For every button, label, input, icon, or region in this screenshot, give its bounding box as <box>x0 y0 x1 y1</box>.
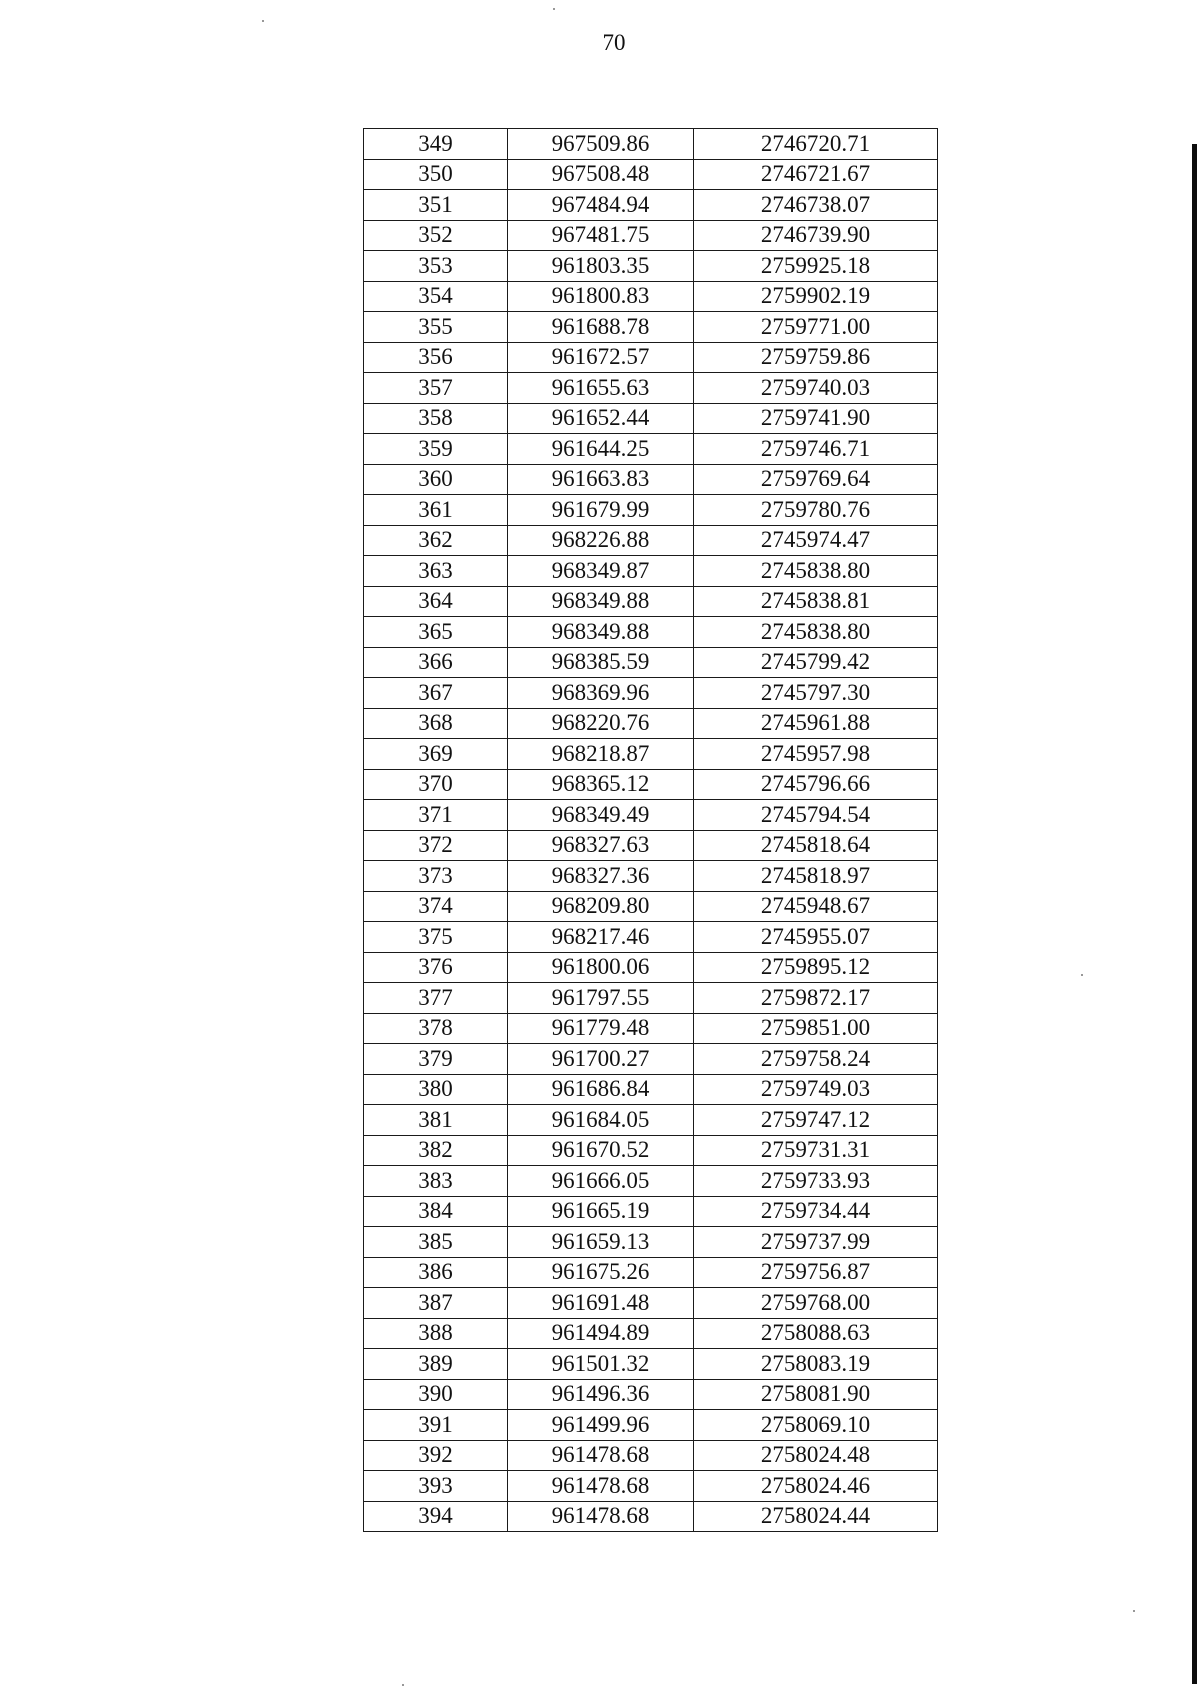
y-coordinate-cell: 2745955.07 <box>694 922 938 953</box>
table-row <box>364 190 938 221</box>
x-coordinate-cell: 961686.84 <box>508 1074 694 1105</box>
point-number-cell: 383 <box>364 1166 508 1197</box>
table-row <box>364 983 938 1014</box>
x-coordinate-cell: 961652.44 <box>508 403 694 434</box>
x-coordinate-cell: 968327.36 <box>508 861 694 892</box>
y-coordinate-cell: 2745818.97 <box>694 861 938 892</box>
x-coordinate-cell: 968369.96 <box>508 678 694 709</box>
point-number-cell: 389 <box>364 1349 508 1380</box>
y-coordinate-cell: 2759925.18 <box>694 251 938 282</box>
point-number-cell: 380 <box>364 1074 508 1105</box>
y-coordinate-cell: 2758069.10 <box>694 1410 938 1441</box>
table-row <box>364 739 938 770</box>
x-coordinate-cell: 968220.76 <box>508 708 694 739</box>
point-number-cell: 385 <box>364 1227 508 1258</box>
y-coordinate-cell: 2759851.00 <box>694 1013 938 1044</box>
x-coordinate-cell: 968327.63 <box>508 830 694 861</box>
point-number-cell: 393 <box>364 1471 508 1502</box>
y-coordinate-cell: 2759733.93 <box>694 1166 938 1197</box>
point-number-cell: 375 <box>364 922 508 953</box>
y-coordinate-cell: 2759737.99 <box>694 1227 938 1258</box>
page-number: 70 <box>602 30 626 55</box>
table-row <box>364 617 938 648</box>
point-number-cell: 384 <box>364 1196 508 1227</box>
y-coordinate-cell: 2759758.24 <box>694 1044 938 1075</box>
table-row <box>364 312 938 343</box>
point-number-cell: 362 <box>364 525 508 556</box>
y-coordinate-cell: 2745838.80 <box>694 556 938 587</box>
table-row <box>364 952 938 983</box>
x-coordinate-cell: 961684.05 <box>508 1105 694 1136</box>
table-row <box>364 861 938 892</box>
point-number-cell: 356 <box>364 342 508 373</box>
x-coordinate-cell: 961675.26 <box>508 1257 694 1288</box>
x-coordinate-cell: 961665.19 <box>508 1196 694 1227</box>
point-number-cell: 351 <box>364 190 508 221</box>
table-row <box>364 1257 938 1288</box>
point-number-cell: 394 <box>364 1501 508 1532</box>
point-number-cell: 370 <box>364 769 508 800</box>
y-coordinate-cell: 2759902.19 <box>694 281 938 312</box>
x-coordinate-cell: 967508.48 <box>508 159 694 190</box>
y-coordinate-cell: 2745948.67 <box>694 891 938 922</box>
table-row <box>364 678 938 709</box>
y-coordinate-cell: 2745797.30 <box>694 678 938 709</box>
y-coordinate-cell: 2745818.64 <box>694 830 938 861</box>
y-coordinate-cell: 2759756.87 <box>694 1257 938 1288</box>
x-coordinate-cell: 968349.87 <box>508 556 694 587</box>
table-row <box>364 464 938 495</box>
point-number-cell: 354 <box>364 281 508 312</box>
table-row <box>364 159 938 190</box>
table-row <box>364 586 938 617</box>
x-coordinate-cell: 961496.36 <box>508 1379 694 1410</box>
table-row <box>364 556 938 587</box>
y-coordinate-cell: 2746739.90 <box>694 220 938 251</box>
table-row <box>364 281 938 312</box>
table-row <box>364 1471 938 1502</box>
table-row <box>364 891 938 922</box>
y-coordinate-cell: 2759768.00 <box>694 1288 938 1319</box>
y-coordinate-cell: 2745799.42 <box>694 647 938 678</box>
table-row <box>364 251 938 282</box>
table-row <box>364 373 938 404</box>
point-number-cell: 378 <box>364 1013 508 1044</box>
y-coordinate-cell: 2758024.44 <box>694 1501 938 1532</box>
x-coordinate-cell: 968385.59 <box>508 647 694 678</box>
y-coordinate-cell: 2745838.81 <box>694 586 938 617</box>
x-coordinate-cell: 961679.99 <box>508 495 694 526</box>
table-row <box>364 1410 938 1441</box>
scan-speck <box>553 8 555 10</box>
x-coordinate-cell: 968209.80 <box>508 891 694 922</box>
point-number-cell: 357 <box>364 373 508 404</box>
point-number-cell: 374 <box>364 891 508 922</box>
x-coordinate-cell: 967481.75 <box>508 220 694 251</box>
x-coordinate-cell: 961644.25 <box>508 434 694 465</box>
table-row <box>364 1501 938 1532</box>
point-number-cell: 382 <box>364 1135 508 1166</box>
table-row <box>364 525 938 556</box>
y-coordinate-cell: 2758024.48 <box>694 1440 938 1471</box>
point-number-cell: 386 <box>364 1257 508 1288</box>
point-number-cell: 359 <box>364 434 508 465</box>
x-coordinate-cell: 961779.48 <box>508 1013 694 1044</box>
x-coordinate-cell: 961499.96 <box>508 1410 694 1441</box>
y-coordinate-cell: 2759771.00 <box>694 312 938 343</box>
scan-edge-bar <box>1192 144 1197 1684</box>
point-number-cell: 355 <box>364 312 508 343</box>
point-number-cell: 358 <box>364 403 508 434</box>
point-number-cell: 392 <box>364 1440 508 1471</box>
y-coordinate-cell: 2759895.12 <box>694 952 938 983</box>
x-coordinate-cell: 961700.27 <box>508 1044 694 1075</box>
point-number-cell: 350 <box>364 159 508 190</box>
y-coordinate-cell: 2759780.76 <box>694 495 938 526</box>
x-coordinate-cell: 961688.78 <box>508 312 694 343</box>
y-coordinate-cell: 2745974.47 <box>694 525 938 556</box>
point-number-cell: 366 <box>364 647 508 678</box>
x-coordinate-cell: 961501.32 <box>508 1349 694 1380</box>
x-coordinate-cell: 961659.13 <box>508 1227 694 1258</box>
table-row <box>364 342 938 373</box>
table-row <box>364 129 938 160</box>
x-coordinate-cell: 961800.06 <box>508 952 694 983</box>
x-coordinate-cell: 968218.87 <box>508 739 694 770</box>
x-coordinate-cell: 961478.68 <box>508 1501 694 1532</box>
y-coordinate-cell: 2746721.67 <box>694 159 938 190</box>
table-row <box>364 647 938 678</box>
table-row <box>364 1135 938 1166</box>
x-coordinate-cell: 961655.63 <box>508 373 694 404</box>
point-number-cell: 353 <box>364 251 508 282</box>
point-number-cell: 391 <box>364 1410 508 1441</box>
scan-speck <box>1133 1610 1135 1612</box>
table-row <box>364 1227 938 1258</box>
table-row <box>364 403 938 434</box>
point-number-cell: 372 <box>364 830 508 861</box>
table-row <box>364 769 938 800</box>
point-number-cell: 381 <box>364 1105 508 1136</box>
x-coordinate-cell: 961670.52 <box>508 1135 694 1166</box>
y-coordinate-cell: 2759872.17 <box>694 983 938 1014</box>
x-coordinate-cell: 968349.88 <box>508 586 694 617</box>
x-coordinate-cell: 967484.94 <box>508 190 694 221</box>
point-number-cell: 371 <box>364 800 508 831</box>
scan-speck <box>1081 974 1083 976</box>
point-number-cell: 379 <box>364 1044 508 1075</box>
y-coordinate-cell: 2745961.88 <box>694 708 938 739</box>
x-coordinate-cell: 968365.12 <box>508 769 694 800</box>
x-coordinate-cell: 967509.86 <box>508 129 694 160</box>
table-row <box>364 1440 938 1471</box>
table-row <box>364 1196 938 1227</box>
table-row <box>364 1349 938 1380</box>
table-row <box>364 1166 938 1197</box>
point-number-cell: 387 <box>364 1288 508 1319</box>
point-number-cell: 352 <box>364 220 508 251</box>
scan-speck <box>262 20 264 22</box>
table-row <box>364 830 938 861</box>
table-row <box>364 434 938 465</box>
y-coordinate-cell: 2745957.98 <box>694 739 938 770</box>
scan-speck <box>402 1684 404 1686</box>
point-number-cell: 363 <box>364 556 508 587</box>
y-coordinate-cell: 2759731.31 <box>694 1135 938 1166</box>
point-number-cell: 364 <box>364 586 508 617</box>
x-coordinate-cell: 961691.48 <box>508 1288 694 1319</box>
table-row <box>364 1318 938 1349</box>
y-coordinate-cell: 2758083.19 <box>694 1349 938 1380</box>
y-coordinate-cell: 2746720.71 <box>694 129 938 160</box>
x-coordinate-cell: 961666.05 <box>508 1166 694 1197</box>
y-coordinate-cell: 2758081.90 <box>694 1379 938 1410</box>
point-number-cell: 361 <box>364 495 508 526</box>
y-coordinate-cell: 2746738.07 <box>694 190 938 221</box>
point-number-cell: 349 <box>364 129 508 160</box>
x-coordinate-cell: 961494.89 <box>508 1318 694 1349</box>
x-coordinate-cell: 968226.88 <box>508 525 694 556</box>
y-coordinate-cell: 2759769.64 <box>694 464 938 495</box>
x-coordinate-cell: 968217.46 <box>508 922 694 953</box>
table-row <box>364 495 938 526</box>
x-coordinate-cell: 961800.83 <box>508 281 694 312</box>
x-coordinate-cell: 961478.68 <box>508 1440 694 1471</box>
coordinate-table-body <box>364 129 938 1532</box>
point-number-cell: 365 <box>364 617 508 648</box>
y-coordinate-cell: 2758024.46 <box>694 1471 938 1502</box>
table-row <box>364 1013 938 1044</box>
point-number-cell: 360 <box>364 464 508 495</box>
point-number-cell: 369 <box>364 739 508 770</box>
x-coordinate-cell: 961672.57 <box>508 342 694 373</box>
y-coordinate-cell: 2759741.90 <box>694 403 938 434</box>
y-coordinate-cell: 2759747.12 <box>694 1105 938 1136</box>
table-row <box>364 708 938 739</box>
x-coordinate-cell: 961797.55 <box>508 983 694 1014</box>
coordinate-table <box>363 128 938 1532</box>
table-row <box>364 220 938 251</box>
x-coordinate-cell: 968349.49 <box>508 800 694 831</box>
point-number-cell: 388 <box>364 1318 508 1349</box>
y-coordinate-cell: 2745838.80 <box>694 617 938 648</box>
table-row <box>364 922 938 953</box>
y-coordinate-cell: 2759749.03 <box>694 1074 938 1105</box>
table-row <box>364 800 938 831</box>
point-number-cell: 377 <box>364 983 508 1014</box>
y-coordinate-cell: 2759734.44 <box>694 1196 938 1227</box>
x-coordinate-cell: 961478.68 <box>508 1471 694 1502</box>
y-coordinate-cell: 2759759.86 <box>694 342 938 373</box>
x-coordinate-cell: 961803.35 <box>508 251 694 282</box>
table-row <box>364 1074 938 1105</box>
y-coordinate-cell: 2759746.71 <box>694 434 938 465</box>
point-number-cell: 376 <box>364 952 508 983</box>
table-row <box>364 1288 938 1319</box>
point-number-cell: 368 <box>364 708 508 739</box>
table-row <box>364 1044 938 1075</box>
y-coordinate-cell: 2758088.63 <box>694 1318 938 1349</box>
y-coordinate-cell: 2745796.66 <box>694 769 938 800</box>
point-number-cell: 390 <box>364 1379 508 1410</box>
point-number-cell: 373 <box>364 861 508 892</box>
y-coordinate-cell: 2745794.54 <box>694 800 938 831</box>
y-coordinate-cell: 2759740.03 <box>694 373 938 404</box>
point-number-cell: 367 <box>364 678 508 709</box>
x-coordinate-cell: 968349.88 <box>508 617 694 648</box>
table-row <box>364 1105 938 1136</box>
table-row <box>364 1379 938 1410</box>
x-coordinate-cell: 961663.83 <box>508 464 694 495</box>
